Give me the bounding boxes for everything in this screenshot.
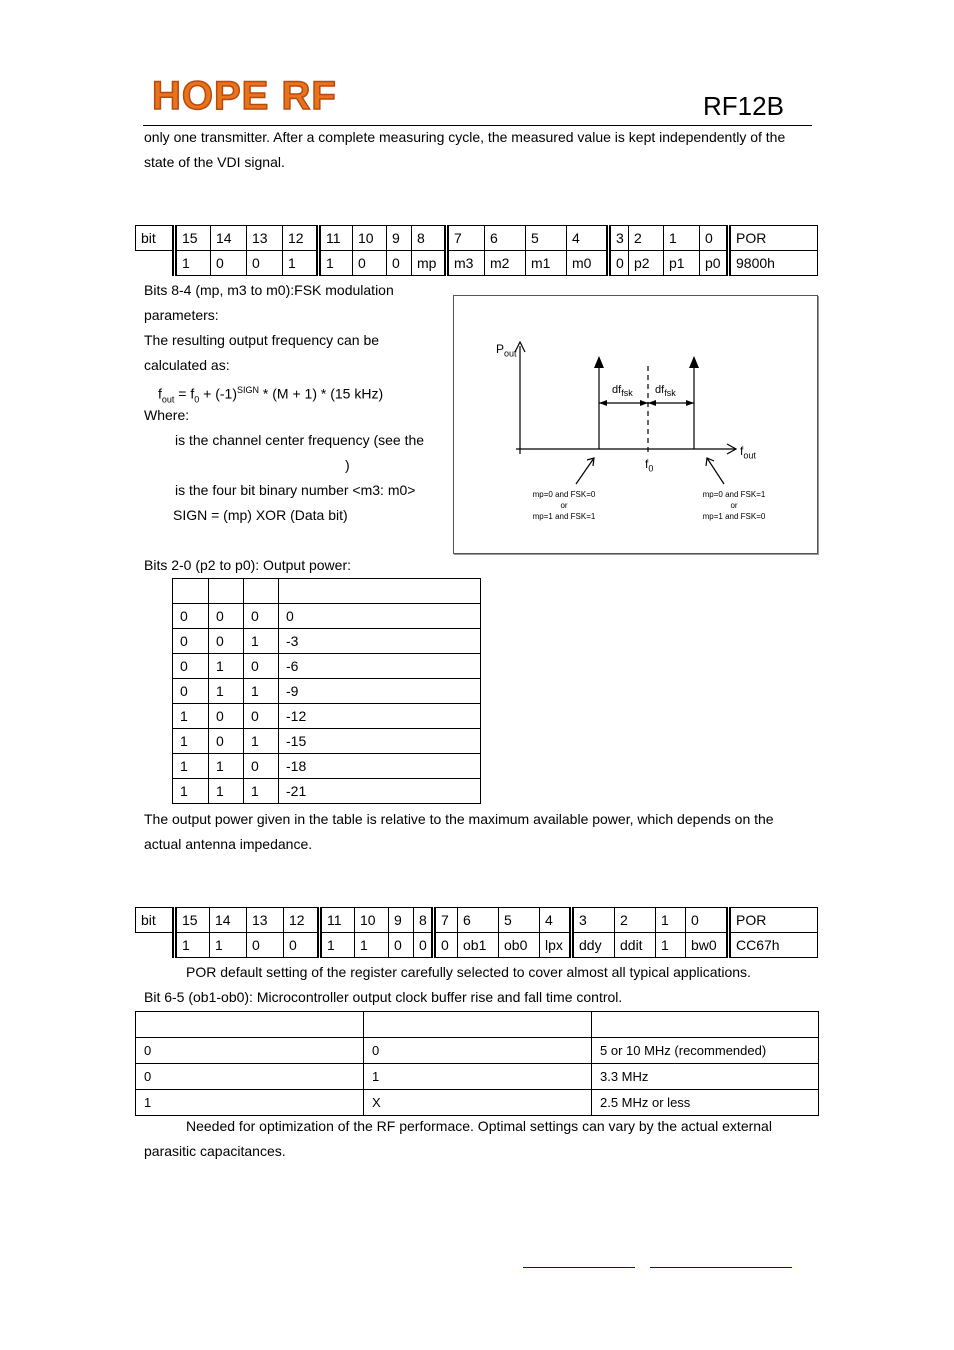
formula-plus: + (-1) — [199, 385, 238, 402]
clock-cell: X — [364, 1090, 592, 1116]
clock-cell: 1 — [364, 1064, 592, 1090]
fsk-line-8: ) — [345, 457, 350, 473]
reg-cell: 11 — [320, 908, 355, 933]
power-cell: 0 — [173, 604, 209, 629]
power-cell: -21 — [279, 779, 481, 804]
reg-cell: 0 — [211, 251, 247, 276]
fsk-line-9: is the four bit binary number <m3: m0> — [175, 482, 416, 498]
left-condition-label: mp=0 and FSK=0 or mp=1 and FSK=1 — [532, 490, 596, 521]
fsk-where: Where: — [144, 407, 190, 423]
clock-cell: 2.5 MHz or less — [592, 1090, 819, 1116]
register-bit-row — [136, 226, 818, 251]
reg-cell: 2 — [615, 908, 656, 933]
power-row — [173, 679, 481, 704]
register-value-row — [136, 933, 818, 958]
reg-cell: 0 — [389, 933, 414, 958]
power-cell — [209, 579, 244, 604]
reg-cell: 9 — [389, 908, 414, 933]
reg-cell: m1 — [526, 251, 567, 276]
power-cell: -9 — [279, 679, 481, 704]
spectral-arrowhead-right — [689, 356, 699, 368]
reg-cell: bw0 — [686, 933, 729, 958]
reg-cell: 9800h — [729, 251, 818, 276]
power-row — [173, 779, 481, 804]
reg-cell: 14 — [211, 226, 247, 251]
reg-cell: 6 — [485, 226, 526, 251]
power-cell: 0 — [209, 604, 244, 629]
reg-cell: POR — [729, 908, 818, 933]
clock-cell: 0 — [136, 1064, 364, 1090]
power-cell: 1 — [173, 704, 209, 729]
clock-cell: 0 — [364, 1038, 592, 1064]
power-cell: 0 — [173, 679, 209, 704]
reg-cell: 8 — [412, 226, 447, 251]
pout-label: $P_{out}$ — [496, 342, 517, 359]
clock-row — [136, 1064, 819, 1090]
reg-cell: bit — [136, 908, 175, 933]
register-table-2 — [135, 907, 818, 958]
fsk-line-3: The resulting output frequency can be — [144, 332, 380, 348]
reg-cell: mp — [412, 251, 447, 276]
reg-cell: 0 — [434, 933, 458, 958]
reg-cell: 4 — [567, 226, 609, 251]
reg-cell: 0 — [284, 933, 320, 958]
formula-zero: 0 — [194, 394, 200, 405]
clock-cell: 1 — [136, 1090, 364, 1116]
reg-cell: m3 — [447, 251, 485, 276]
reg-cell: 5 — [526, 226, 567, 251]
clock-title: Bit 6-5 (ob1-ob0): Microcontroller output clock buffer rise and fall time control. — [144, 989, 623, 1005]
fsk-spectrum-diagram — [453, 295, 818, 554]
reg-cell: 12 — [284, 908, 320, 933]
fsk-line-4: calculated as: — [144, 357, 230, 373]
reg-cell: 7 — [447, 226, 485, 251]
power-cell: 0 — [279, 604, 481, 629]
reg-cell: CC67h — [729, 933, 818, 958]
fsk-line-10: SIGN = (mp) XOR (Data bit) — [173, 507, 348, 523]
reg-cell: 1 — [175, 251, 211, 276]
formula-f: f — [158, 385, 162, 402]
reg-cell: 12 — [283, 226, 319, 251]
clock-header-row — [136, 1012, 819, 1038]
reg-cell: 11 — [319, 226, 353, 251]
power-note-1: The output power given in the table is relative to the maximum available power, which depends on the — [144, 811, 774, 827]
clock-buffer-table — [135, 1011, 819, 1116]
power-cell: 0 — [244, 754, 279, 779]
reg-cell: 0 — [414, 933, 434, 958]
power-cell: -18 — [279, 754, 481, 779]
power-row — [173, 654, 481, 679]
power-cell: 0 — [173, 654, 209, 679]
power-cell — [244, 579, 279, 604]
power-cell: -15 — [279, 729, 481, 754]
reg-cell: bit — [136, 226, 175, 251]
spectral-arrowhead-left — [594, 356, 604, 368]
f0-label: $f_0$ — [645, 457, 654, 474]
power-cell: 1 — [244, 629, 279, 654]
df-fsk-left-label: $df_{fsk}$ — [612, 384, 633, 399]
power-cell: 1 — [173, 729, 209, 754]
register-bit-row — [136, 908, 818, 933]
reg-cell — [136, 933, 175, 958]
power-cell — [173, 579, 209, 604]
reg-cell: lpx — [540, 933, 572, 958]
reg-cell: 1 — [283, 251, 319, 276]
power-row — [173, 729, 481, 754]
reg-cell: p2 — [629, 251, 664, 276]
clock-note-2: parasitic capacitances. — [144, 1143, 286, 1159]
reg-cell: ddit — [615, 933, 656, 958]
reg-cell: POR — [729, 226, 818, 251]
footer-link-1[interactable] — [523, 1267, 635, 1268]
reg-cell: p1 — [664, 251, 700, 276]
formula-rest: * (M + 1) * (15 kHz) — [259, 385, 384, 402]
reg-cell: 13 — [247, 226, 283, 251]
clock-cell: 3.3 MHz — [592, 1064, 819, 1090]
power-cell: 0 — [209, 729, 244, 754]
reg-cell: 0 — [353, 251, 387, 276]
power-title: Bits 2-0 (p2 to p0): Output power: — [144, 557, 351, 573]
power-row — [173, 754, 481, 779]
power-row — [173, 604, 481, 629]
reg-cell: 0 — [700, 226, 729, 251]
power-note-2: actual antenna impedance. — [144, 836, 313, 852]
output-power-table — [172, 578, 481, 804]
power-cell: 0 — [173, 629, 209, 654]
df-fsk-right-label: $df_{fsk}$ — [655, 384, 676, 399]
power-row — [173, 704, 481, 729]
power-cell: 1 — [244, 729, 279, 754]
reg-cell: 13 — [247, 908, 284, 933]
power-cell: 1 — [209, 654, 244, 679]
reg-cell: 3 — [572, 908, 615, 933]
power-cell: 0 — [244, 654, 279, 679]
reg-cell: 10 — [353, 226, 387, 251]
power-cell: 0 — [244, 704, 279, 729]
formula-eq: = f — [174, 385, 195, 402]
reg-cell: 0 — [247, 251, 283, 276]
model-title: RF12B — [703, 91, 784, 121]
reg-cell: 9 — [387, 226, 412, 251]
reg-cell — [136, 251, 175, 276]
power-cell: 1 — [209, 754, 244, 779]
clock-cell — [364, 1012, 592, 1038]
reg-cell: 1 — [355, 933, 389, 958]
reg-cell: 1 — [656, 908, 686, 933]
formula-sign: SIGN — [237, 385, 260, 395]
por-note: POR default setting of the register carefully selected to cover almost all typical applications. — [186, 964, 751, 980]
reg-cell: 0 — [247, 933, 284, 958]
intro-line-2: state of the VDI signal. — [144, 154, 285, 170]
reg-cell: 0 — [387, 251, 412, 276]
power-cell — [279, 579, 481, 604]
fsk-line-7: is the channel center frequency (see the — [175, 432, 425, 448]
reg-cell: ob1 — [458, 933, 499, 958]
reg-cell: 8 — [414, 908, 434, 933]
clock-cell: 0 — [136, 1038, 364, 1064]
clock-row — [136, 1038, 819, 1064]
right-condition-label: mp=0 and FSK=1 or mp=1 and FSK=0 — [702, 490, 766, 521]
clock-note-1: Needed for optimization of the RF performace. Optimal settings can vary by the actual external — [186, 1118, 772, 1134]
df-arrow-left — [599, 400, 607, 406]
df-arrow-mid-left — [640, 400, 648, 406]
reg-cell: 1 — [656, 933, 686, 958]
reg-cell: 15 — [175, 226, 211, 251]
power-cell: 1 — [209, 679, 244, 704]
reg-cell: p0 — [700, 251, 729, 276]
power-cell: 1 — [244, 779, 279, 804]
reg-cell: 0 — [686, 908, 729, 933]
df-arrow-mid-right — [648, 400, 656, 406]
hoperf-logo: HOPE RF — [152, 74, 337, 118]
reg-cell: 1 — [319, 251, 353, 276]
power-cell: 1 — [173, 779, 209, 804]
power-cell: -3 — [279, 629, 481, 654]
power-cell: 1 — [209, 779, 244, 804]
reg-cell: 1 — [664, 226, 700, 251]
power-cell: 0 — [244, 604, 279, 629]
reg-cell: m0 — [567, 251, 609, 276]
reg-cell: ob0 — [499, 933, 540, 958]
clock-row — [136, 1090, 819, 1116]
power-cell: 0 — [209, 629, 244, 654]
clock-cell — [592, 1012, 819, 1038]
power-cell: -6 — [279, 654, 481, 679]
fout-label: $f_{out}$ — [740, 444, 756, 461]
pointer-right — [707, 458, 724, 484]
reg-cell: 4 — [540, 908, 572, 933]
clock-cell: 5 or 10 MHz (recommended) — [592, 1038, 819, 1064]
reg-cell: 5 — [499, 908, 540, 933]
power-cell: 1 — [244, 679, 279, 704]
reg-cell: 7 — [434, 908, 458, 933]
df-arrow-right — [686, 400, 694, 406]
intro-line-1: only one transmitter. After a complete measuring cycle, the measured value is kept independently of the — [144, 129, 786, 145]
pointer-left — [576, 458, 594, 484]
reg-cell: 14 — [210, 908, 247, 933]
reg-cell: 10 — [355, 908, 389, 933]
power-cell: 1 — [173, 754, 209, 779]
fsk-formula — [158, 378, 383, 412]
power-header-row — [173, 579, 481, 604]
reg-cell: 15 — [175, 908, 210, 933]
register-table-1 — [135, 225, 818, 276]
clock-cell — [136, 1012, 364, 1038]
register-value-row — [136, 251, 818, 276]
formula-out: out — [161, 394, 175, 405]
reg-cell: 0 — [609, 251, 629, 276]
reg-cell: ddy — [572, 933, 615, 958]
power-row — [173, 629, 481, 654]
power-cell: 0 — [209, 704, 244, 729]
fsk-line-1: Bits 8-4 (mp, m3 to m0):FSK modulation — [144, 282, 394, 298]
reg-cell: 1 — [320, 933, 355, 958]
reg-cell: 1 — [175, 933, 210, 958]
reg-cell: 3 — [609, 226, 629, 251]
footer-link-2[interactable] — [650, 1267, 792, 1268]
reg-cell: 1 — [210, 933, 247, 958]
power-cell: -12 — [279, 704, 481, 729]
fsk-line-2: parameters: — [144, 307, 219, 323]
reg-cell: m2 — [485, 251, 526, 276]
reg-cell: 6 — [458, 908, 499, 933]
reg-cell: 2 — [629, 226, 664, 251]
